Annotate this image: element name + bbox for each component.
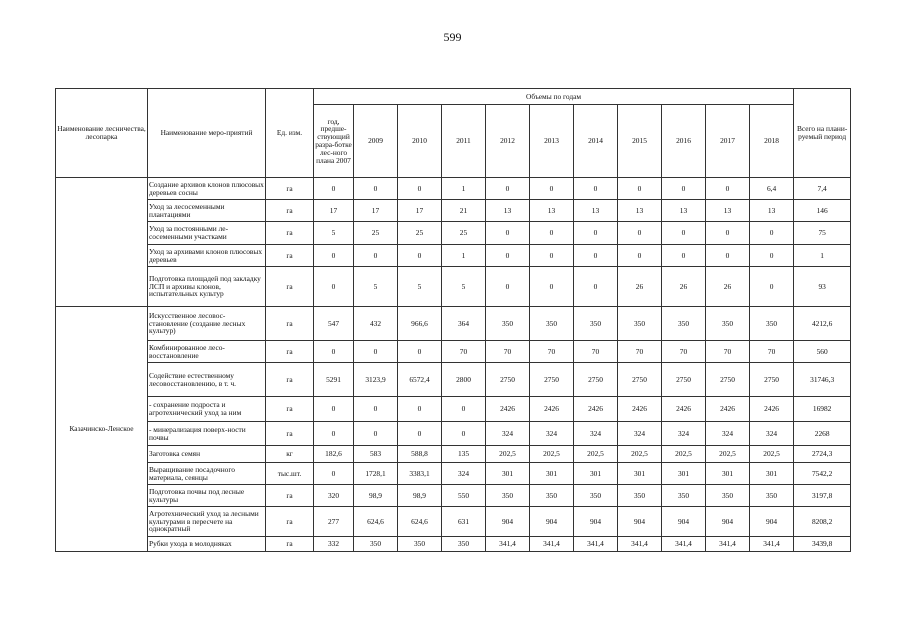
value-cell: 341,4 xyxy=(486,537,530,552)
value-cell: 0 xyxy=(530,245,574,267)
value-cell: 350 xyxy=(618,307,662,341)
value-cell: 202,5 xyxy=(706,446,750,463)
total-cell: 31746,3 xyxy=(794,363,851,397)
value-cell: 5 xyxy=(442,267,486,307)
value-cell: 1728,1 xyxy=(354,463,398,485)
header-unit: Ед. изм. xyxy=(266,89,314,178)
value-cell: 0 xyxy=(398,245,442,267)
value-cell: 0 xyxy=(314,463,354,485)
value-cell: 0 xyxy=(706,222,750,245)
unit-cell: кг xyxy=(266,446,314,463)
value-cell: 13 xyxy=(530,200,574,222)
header-total: Всего на плани-руемый период xyxy=(794,89,851,178)
value-cell: 350 xyxy=(398,537,442,552)
value-cell: 583 xyxy=(354,446,398,463)
total-cell: 7542,2 xyxy=(794,463,851,485)
value-cell: 0 xyxy=(574,178,618,200)
table-row xyxy=(56,397,851,422)
header-year: 2012 xyxy=(486,105,530,178)
total-cell: 16982 xyxy=(794,397,851,422)
value-cell: 26 xyxy=(618,267,662,307)
value-cell: 1 xyxy=(442,245,486,267)
value-cell: 202,5 xyxy=(750,446,794,463)
value-cell: 0 xyxy=(354,178,398,200)
unit-cell: га xyxy=(266,485,314,507)
value-cell: 5 xyxy=(354,267,398,307)
total-cell: 2724,3 xyxy=(794,446,851,463)
activity-name: Создание архивов клонов плюсовых деревьев сосны xyxy=(148,178,266,200)
unit-cell: га xyxy=(266,200,314,222)
total-cell: 3197,8 xyxy=(794,485,851,507)
activity-name: Искусственное лесовос-становление (создание лесных культур) xyxy=(148,307,266,341)
value-cell: 324 xyxy=(530,422,574,446)
value-cell: 904 xyxy=(750,507,794,537)
value-cell: 0 xyxy=(618,222,662,245)
header-year: 2016 xyxy=(662,105,706,178)
value-cell: 0 xyxy=(354,422,398,446)
value-cell: 350 xyxy=(750,485,794,507)
value-cell: 2426 xyxy=(750,397,794,422)
value-cell: 2750 xyxy=(706,363,750,397)
value-cell: 904 xyxy=(574,507,618,537)
value-cell: 70 xyxy=(706,341,750,363)
total-cell: 1 xyxy=(794,245,851,267)
value-cell: 0 xyxy=(398,397,442,422)
table-row xyxy=(56,422,851,446)
forestry-cell-empty xyxy=(56,178,148,307)
value-cell: 301 xyxy=(706,463,750,485)
value-cell: 350 xyxy=(618,485,662,507)
header-year: 2018 xyxy=(750,105,794,178)
value-cell: 301 xyxy=(750,463,794,485)
activity-name: Подготовка площадей под закладку ЛСП и архивы клонов, испытательных культур xyxy=(148,267,266,307)
value-cell: 2426 xyxy=(618,397,662,422)
table-row xyxy=(56,537,851,552)
value-cell: 332 xyxy=(314,537,354,552)
value-cell: 25 xyxy=(442,222,486,245)
value-cell: 0 xyxy=(314,397,354,422)
value-cell: 2750 xyxy=(486,363,530,397)
value-cell: 2800 xyxy=(442,363,486,397)
value-cell: 182,6 xyxy=(314,446,354,463)
value-cell: 2426 xyxy=(574,397,618,422)
value-cell: 5 xyxy=(398,267,442,307)
value-cell: 350 xyxy=(486,307,530,341)
value-cell: 301 xyxy=(574,463,618,485)
value-cell: 350 xyxy=(354,537,398,552)
value-cell: 0 xyxy=(354,245,398,267)
value-cell: 0 xyxy=(618,178,662,200)
value-cell: 25 xyxy=(354,222,398,245)
value-cell: 432 xyxy=(354,307,398,341)
value-cell: 341,4 xyxy=(706,537,750,552)
value-cell: 21 xyxy=(442,200,486,222)
header-volumes-by-year: Объемы по годам xyxy=(314,89,794,105)
value-cell: 324 xyxy=(618,422,662,446)
value-cell: 350 xyxy=(574,485,618,507)
unit-cell: га xyxy=(266,222,314,245)
activity-name: Рубки ухода в молодняках xyxy=(148,537,266,552)
value-cell: 17 xyxy=(314,200,354,222)
total-cell: 4212,6 xyxy=(794,307,851,341)
header-year: 2009 xyxy=(354,105,398,178)
value-cell: 0 xyxy=(486,178,530,200)
value-cell: 202,5 xyxy=(574,446,618,463)
value-cell: 13 xyxy=(706,200,750,222)
value-cell: 0 xyxy=(486,245,530,267)
activity-name: - минерализация поверх-ности почвы xyxy=(148,422,266,446)
value-cell: 0 xyxy=(354,341,398,363)
value-cell: 135 xyxy=(442,446,486,463)
value-cell: 0 xyxy=(398,422,442,446)
value-cell: 2426 xyxy=(486,397,530,422)
activity-name: Уход за постоянными ле-сосеменными участками xyxy=(148,222,266,245)
value-cell: 0 xyxy=(486,222,530,245)
value-cell: 0 xyxy=(750,267,794,307)
value-cell: 70 xyxy=(530,341,574,363)
table-row xyxy=(56,222,851,245)
value-cell: 320 xyxy=(314,485,354,507)
value-cell: 0 xyxy=(486,267,530,307)
value-cell: 26 xyxy=(662,267,706,307)
value-cell: 0 xyxy=(574,267,618,307)
activity-name: Содействие естественному лесовосстановлению, в т. ч. xyxy=(148,363,266,397)
value-cell: 3383,1 xyxy=(398,463,442,485)
value-cell: 0 xyxy=(398,341,442,363)
value-cell: 904 xyxy=(618,507,662,537)
activity-name: Заготовка семян xyxy=(148,446,266,463)
total-cell: 75 xyxy=(794,222,851,245)
value-cell: 324 xyxy=(706,422,750,446)
value-cell: 2750 xyxy=(662,363,706,397)
value-cell: 588,8 xyxy=(398,446,442,463)
table-row xyxy=(56,245,851,267)
forestry-name: Казачинско-Ленское xyxy=(56,307,148,552)
value-cell: 2426 xyxy=(530,397,574,422)
table-row xyxy=(56,446,851,463)
table-row xyxy=(56,267,851,307)
value-cell: 17 xyxy=(354,200,398,222)
value-cell: 2426 xyxy=(662,397,706,422)
value-cell: 341,4 xyxy=(530,537,574,552)
activity-name: Уход за архивами клонов плюсовых деревьев xyxy=(148,245,266,267)
value-cell: 2750 xyxy=(750,363,794,397)
value-cell: 70 xyxy=(574,341,618,363)
value-cell: 904 xyxy=(486,507,530,537)
value-cell: 350 xyxy=(706,307,750,341)
value-cell: 0 xyxy=(314,267,354,307)
value-cell: 0 xyxy=(662,222,706,245)
value-cell: 202,5 xyxy=(662,446,706,463)
header-year: 2013 xyxy=(530,105,574,178)
value-cell: 98,9 xyxy=(354,485,398,507)
activity-name: Уход за лесосеменными плантациями xyxy=(148,200,266,222)
value-cell: 350 xyxy=(442,537,486,552)
unit-cell: га xyxy=(266,397,314,422)
value-cell: 350 xyxy=(706,485,750,507)
header-year: 2011 xyxy=(442,105,486,178)
value-cell: 364 xyxy=(442,307,486,341)
value-cell: 13 xyxy=(486,200,530,222)
value-cell: 25 xyxy=(398,222,442,245)
table-row xyxy=(56,307,851,341)
value-cell: 341,4 xyxy=(750,537,794,552)
value-cell: 0 xyxy=(314,341,354,363)
unit-cell: га xyxy=(266,341,314,363)
value-cell: 631 xyxy=(442,507,486,537)
table-row xyxy=(56,341,851,363)
value-cell: 70 xyxy=(662,341,706,363)
value-cell: 350 xyxy=(486,485,530,507)
value-cell: 350 xyxy=(530,307,574,341)
unit-cell: га xyxy=(266,178,314,200)
value-cell: 26 xyxy=(706,267,750,307)
value-cell: 301 xyxy=(530,463,574,485)
value-cell: 0 xyxy=(530,267,574,307)
activity-name: Комбинированное лесо-восстановление xyxy=(148,341,266,363)
value-cell: 904 xyxy=(530,507,574,537)
value-cell: 350 xyxy=(662,485,706,507)
header-year: 2015 xyxy=(618,105,662,178)
header-prev-year: год, предше-ствующий разра-ботке лес-ного плана 2007 xyxy=(314,105,354,178)
value-cell: 0 xyxy=(398,178,442,200)
value-cell: 202,5 xyxy=(530,446,574,463)
value-cell: 624,6 xyxy=(398,507,442,537)
value-cell: 0 xyxy=(618,245,662,267)
header-year: 2010 xyxy=(398,105,442,178)
value-cell: 301 xyxy=(486,463,530,485)
value-cell: 904 xyxy=(706,507,750,537)
value-cell: 324 xyxy=(486,422,530,446)
value-cell: 0 xyxy=(442,422,486,446)
value-cell: 350 xyxy=(530,485,574,507)
activity-name: Выращивание посадочного материала, сеянцы xyxy=(148,463,266,485)
activity-name: - сохранение подроста и агротехнический уход за ним xyxy=(148,397,266,422)
table-row xyxy=(56,507,851,537)
value-cell: 0 xyxy=(442,397,486,422)
page-number: 599 xyxy=(443,30,462,44)
value-cell: 0 xyxy=(314,245,354,267)
unit-cell: га xyxy=(266,507,314,537)
total-cell: 560 xyxy=(794,341,851,363)
value-cell: 904 xyxy=(662,507,706,537)
value-cell: 324 xyxy=(662,422,706,446)
unit-cell: га xyxy=(266,307,314,341)
table-row xyxy=(56,463,851,485)
value-cell: 13 xyxy=(750,200,794,222)
value-cell: 13 xyxy=(574,200,618,222)
value-cell: 341,4 xyxy=(574,537,618,552)
value-cell: 0 xyxy=(750,245,794,267)
table-row xyxy=(56,363,851,397)
value-cell: 3123,9 xyxy=(354,363,398,397)
header-year: 2014 xyxy=(574,105,618,178)
value-cell: 350 xyxy=(574,307,618,341)
value-cell: 0 xyxy=(574,245,618,267)
value-cell: 0 xyxy=(750,222,794,245)
value-cell: 70 xyxy=(442,341,486,363)
unit-cell: га xyxy=(266,363,314,397)
value-cell: 324 xyxy=(442,463,486,485)
value-cell: 0 xyxy=(314,422,354,446)
value-cell: 2426 xyxy=(706,397,750,422)
value-cell: 0 xyxy=(662,245,706,267)
table-row xyxy=(56,178,851,200)
value-cell: 547 xyxy=(314,307,354,341)
value-cell: 2750 xyxy=(530,363,574,397)
total-cell: 146 xyxy=(794,200,851,222)
value-cell: 98,9 xyxy=(398,485,442,507)
unit-cell: га xyxy=(266,267,314,307)
value-cell: 6572,4 xyxy=(398,363,442,397)
value-cell: 1 xyxy=(442,178,486,200)
value-cell: 202,5 xyxy=(486,446,530,463)
forest-plan-table xyxy=(55,88,851,552)
value-cell: 70 xyxy=(486,341,530,363)
total-cell: 93 xyxy=(794,267,851,307)
value-cell: 17 xyxy=(398,200,442,222)
value-cell: 0 xyxy=(706,178,750,200)
value-cell: 0 xyxy=(574,222,618,245)
value-cell: 6,4 xyxy=(750,178,794,200)
table-row xyxy=(56,200,851,222)
value-cell: 350 xyxy=(750,307,794,341)
value-cell: 5291 xyxy=(314,363,354,397)
value-cell: 5 xyxy=(314,222,354,245)
value-cell: 350 xyxy=(662,307,706,341)
value-cell: 13 xyxy=(662,200,706,222)
value-cell: 277 xyxy=(314,507,354,537)
value-cell: 0 xyxy=(314,178,354,200)
unit-cell: га xyxy=(266,245,314,267)
value-cell: 624,6 xyxy=(354,507,398,537)
activity-name: Подготовка почвы под лесные культуры xyxy=(148,485,266,507)
value-cell: 341,4 xyxy=(618,537,662,552)
value-cell: 0 xyxy=(354,397,398,422)
header-year: 2017 xyxy=(706,105,750,178)
value-cell: 2750 xyxy=(618,363,662,397)
activity-name: Агротехнический уход за лесными культурами в пересчете на однократный xyxy=(148,507,266,537)
unit-cell: тыс.шт. xyxy=(266,463,314,485)
unit-cell: га xyxy=(266,537,314,552)
value-cell: 13 xyxy=(618,200,662,222)
value-cell: 301 xyxy=(662,463,706,485)
value-cell: 341,4 xyxy=(662,537,706,552)
value-cell: 2750 xyxy=(574,363,618,397)
header-activity: Наименование меро-приятий xyxy=(148,89,266,178)
value-cell: 0 xyxy=(662,178,706,200)
value-cell: 70 xyxy=(750,341,794,363)
value-cell: 324 xyxy=(574,422,618,446)
table-row xyxy=(56,485,851,507)
value-cell: 550 xyxy=(442,485,486,507)
header-forestry: Наименование лесничества, лесопарка xyxy=(56,89,148,178)
value-cell: 301 xyxy=(618,463,662,485)
value-cell: 324 xyxy=(750,422,794,446)
total-cell: 8208,2 xyxy=(794,507,851,537)
total-cell: 3439,8 xyxy=(794,537,851,552)
value-cell: 70 xyxy=(618,341,662,363)
total-cell: 7,4 xyxy=(794,178,851,200)
unit-cell: га xyxy=(266,422,314,446)
value-cell: 966,6 xyxy=(398,307,442,341)
total-cell: 2268 xyxy=(794,422,851,446)
value-cell: 0 xyxy=(706,245,750,267)
value-cell: 202,5 xyxy=(618,446,662,463)
value-cell: 0 xyxy=(530,178,574,200)
value-cell: 0 xyxy=(530,222,574,245)
